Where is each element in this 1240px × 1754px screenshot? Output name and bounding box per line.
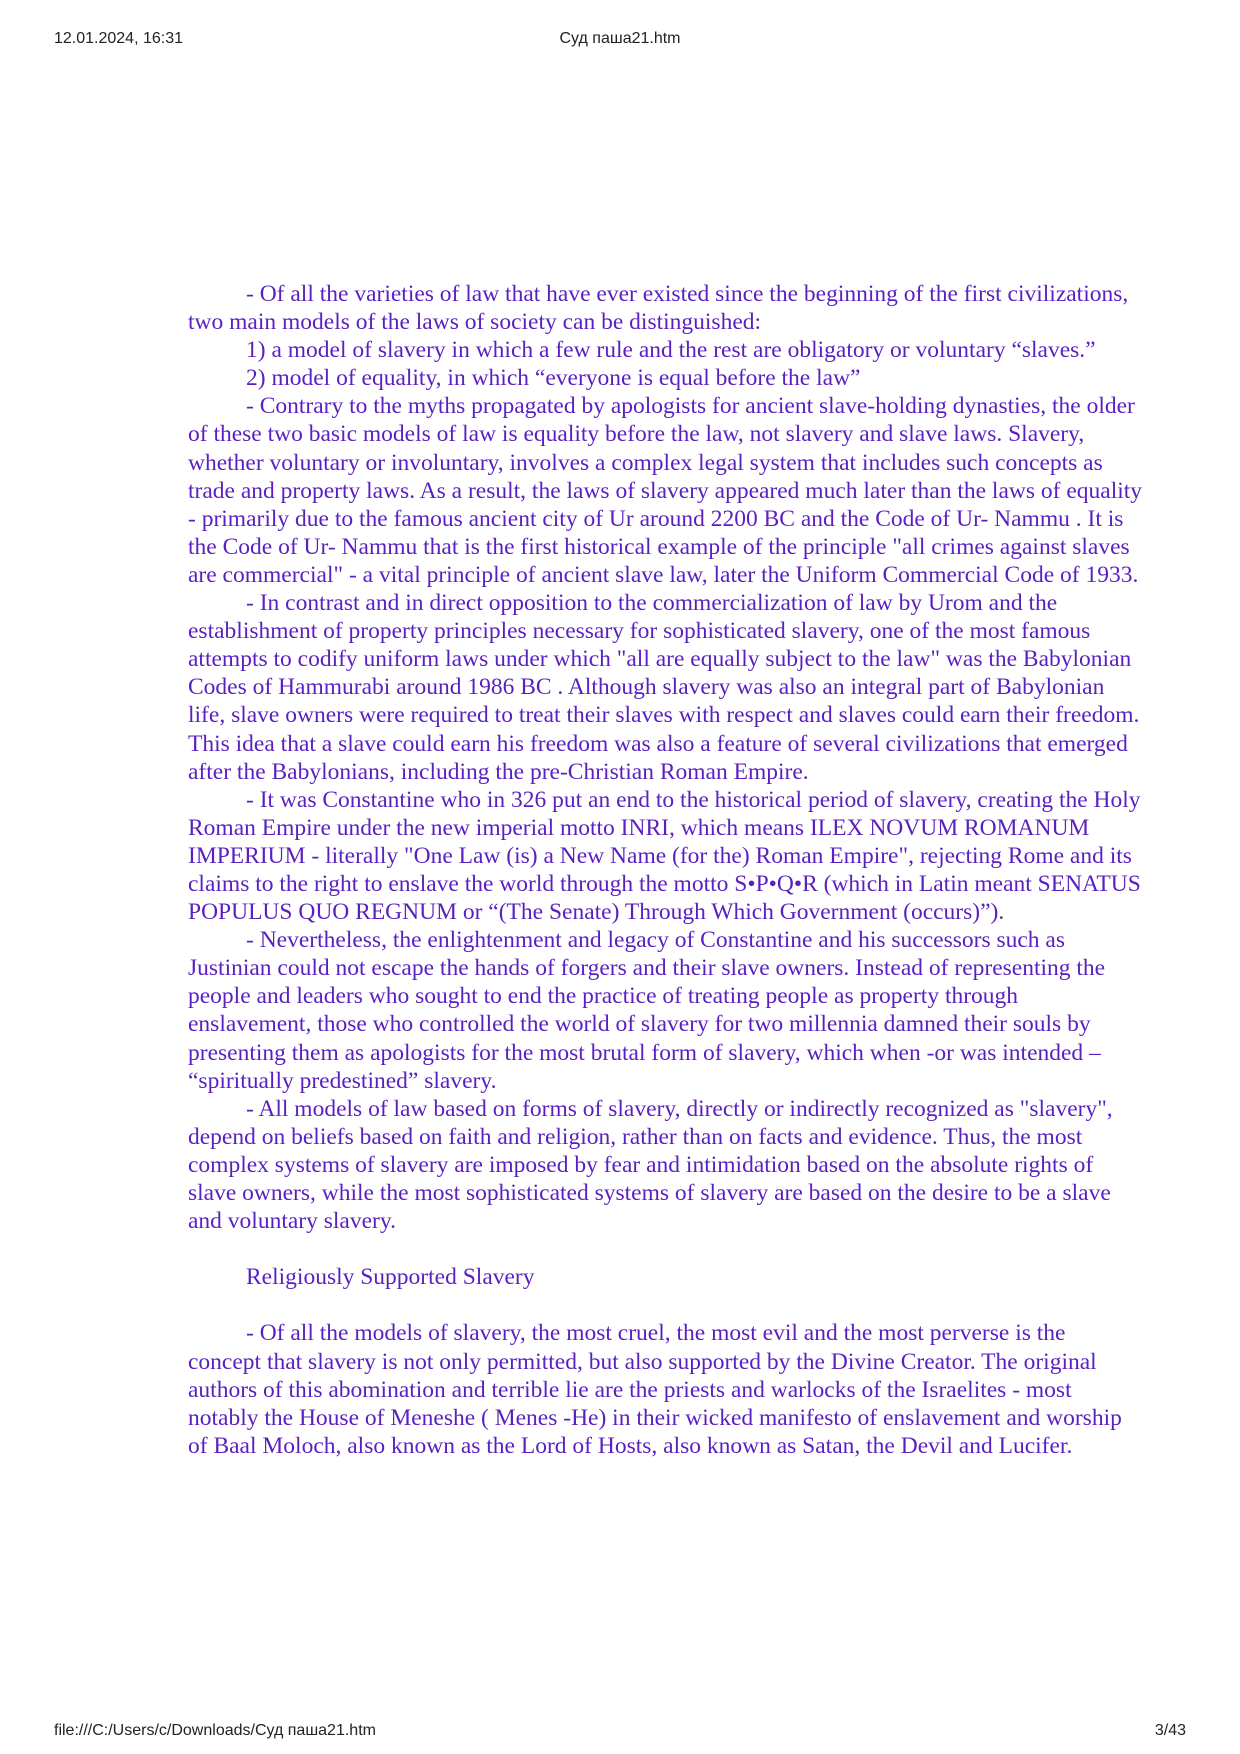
- print-footer-page-number: 3/43: [1154, 1722, 1186, 1739]
- document-body: [188, 280, 1144, 1460]
- print-header-datetime: 12.01.2024, 16:31: [54, 30, 184, 47]
- paragraph: - Of all the varieties of law that have ever existed since the beginning of the first civilizations, two main models of the laws of society can be distinguished:: [188, 281, 1129, 336]
- paragraph: - It was Constantine who in 326 put an end to the historical period of slavery, creating the Holy Roman Empire under the new imperial motto INRI, which means ILEX NOVUM ROMANUM IMPERIUM - literally "One Law (is) a New Name (for the) Roman Empire", rejecting Rome and its claims to the right to enslave the world through the motto S•P•Q•R (which in Latin meant SENATUS POPULUS QUO REGNUM or “(The Senate) Through Which Government (occurs)”).: [188, 786, 1141, 926]
- print-footer-path: file:///C:/Users/c/Downloads/Суд паша21.htm: [54, 1722, 376, 1739]
- paragraph: - Of all the models of slavery, the most cruel, the most evil and the most perverse is the concept that slavery is not only permitted, but also supported by the Divine Creator. The original authors of this abomination and terrible lie are the priests and warlocks of the Israelites - most notably the House of Meneshe ( Menes -He) in their wicked manifesto of enslavement and worship of Baal Moloch, also known as the Lord of Hosts, also known as Satan, the Devil and Lucifer.: [188, 1320, 1122, 1459]
- paragraph: - All models of law based on forms of slavery, directly or indirectly recognized as "slavery", depend on beliefs based on faith and religion, rather than on facts and evidence. Thus, the most complex systems of slavery are imposed by fear and intimidation based on the absolute rights of slave owners, while the most sophisticated systems of slavery are based on the desire to be a slave and voluntary slavery.: [188, 1095, 1113, 1235]
- paragraph: 2) model of equality, in which “everyone is equal before the law”: [246, 365, 861, 392]
- paragraph: - In contrast and in direct opposition to the commercialization of law by Urom and the establishment of property principles necessary for sophisticated slavery, one of the most famous attempts to codify uniform laws under which "all are equally subject to the law" was the Babylonian Codes of Hammurabi around 1986 BC . Although slavery was also an integral part of Babylonian life, slave owners were required to treat their slaves with respect and slaves could earn their freedom. This idea that a slave could earn his freedom was also a feature of several civilizations that emerged after the Babylonians, including the pre-Christian Roman Empire.: [188, 590, 1140, 785]
- paragraph: - Nevertheless, the enlightenment and legacy of Constantine and his successors such as Justinian could not escape the hands of forgers and their slave owners. Instead of representing the people and leaders who sought to end the practice of treating people as property through enslavement, those who controlled the world of slavery for two millennia damned their souls by presenting them as apologists for the most brutal form of slavery, which when -or was intended – “spiritually predestined” slavery.: [188, 927, 1106, 1094]
- print-header-title: Суд паша21.htm: [559, 30, 681, 47]
- section-heading: Religiously Supported Slavery: [246, 1264, 535, 1291]
- paragraph: 1) a model of slavery in which a few rule and the rest are obligatory or voluntary “slaves.”: [246, 337, 1096, 364]
- paragraph: - Contrary to the myths propagated by apologists for ancient slave-holding dynasties, the older of these two basic models of law is equality before the law, not slavery and slave laws. Slavery, whether voluntary or involuntary, involves a complex legal system that includes such concepts as trade and property laws. As a result, the laws of slavery appeared much later than the laws of equality - primarily due to the famous ancient city of Ur around 2200 BC and the Code of Ur- Nammu . It is the Code of Ur- Nammu that is the first historical example of the principle "all crimes against slaves are commercial" - a vital principle of ancient slave law, later the Uniform Commercial Code of 1933.: [188, 393, 1143, 588]
